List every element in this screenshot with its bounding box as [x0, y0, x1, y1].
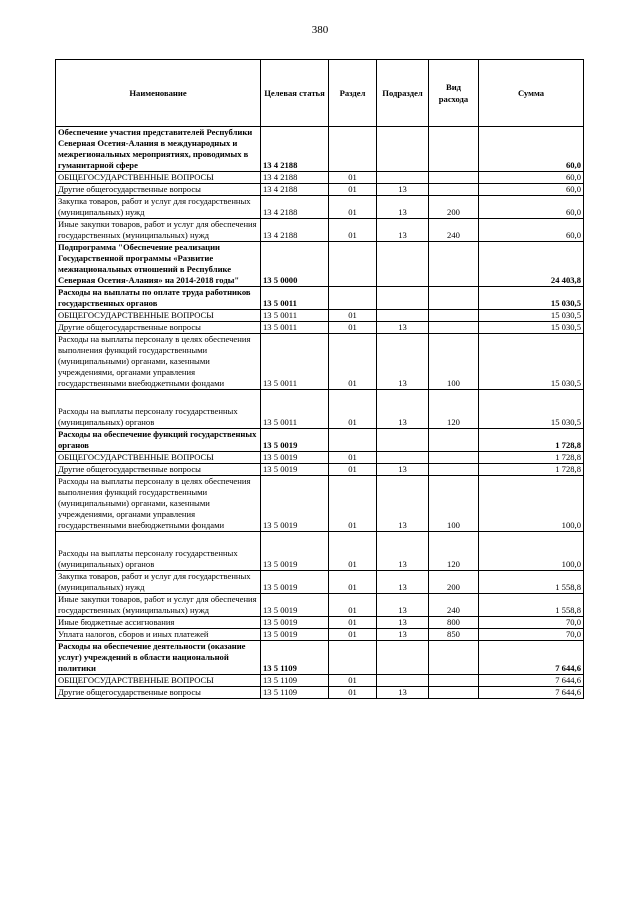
cell-target: 13 5 0011: [261, 287, 329, 310]
table-row: [56, 629, 584, 641]
cell-name: Другие общегосударственные вопросы: [56, 322, 261, 334]
cell-target: 13 5 0011: [261, 334, 329, 390]
table-row: [56, 641, 584, 675]
cell-sum: 1 728,8: [479, 429, 584, 452]
cell-subsection: [377, 452, 429, 464]
cell-subsection: [377, 287, 429, 310]
cell-expense-type: [429, 452, 479, 464]
cell-target: 13 5 0011: [261, 390, 329, 429]
cell-expense-type: [429, 675, 479, 687]
cell-target: 13 5 0019: [261, 594, 329, 617]
cell-section: 01: [329, 594, 377, 617]
cell-target: 13 4 2188: [261, 196, 329, 219]
cell-name: Обеспечение участия представителей Республики Северная Осетия-Алания в международных и межрегиональных мероприятиях, проводимых в гуманитарной сфере: [56, 127, 261, 172]
cell-expense-type: 850: [429, 629, 479, 641]
cell-name: Подпрограмма "Обеспечение реализации Государственной программы «Развитие межнациональных отношений в Республике Северная Осетия-Алания» на 2014-2018 годы": [56, 242, 261, 287]
cell-section: [329, 641, 377, 675]
cell-sum: 60,0: [479, 184, 584, 196]
header-subsection: Подраздел: [377, 60, 429, 127]
cell-expense-type: 120: [429, 390, 479, 429]
cell-subsection: 13: [377, 184, 429, 196]
cell-subsection: 13: [377, 219, 429, 242]
header-expense-type: Вид расхода: [429, 60, 479, 127]
cell-section: 01: [329, 687, 377, 699]
cell-sum: 15 030,5: [479, 334, 584, 390]
cell-name: Расходы на выплаты персоналу государственных (муниципальных) органов: [56, 390, 261, 429]
cell-expense-type: 200: [429, 196, 479, 219]
table-body: [56, 127, 584, 699]
cell-sum: 100,0: [479, 476, 584, 532]
cell-section: 01: [329, 617, 377, 629]
cell-name: Расходы на выплаты персоналу в целях обеспечения выполнения функций государственными (муниципальными) органами, казенными учреждениями, органами управления государственными внебюджетными фондами: [56, 334, 261, 390]
table-row: [56, 390, 584, 429]
cell-expense-type: 240: [429, 219, 479, 242]
cell-name: Закупка товаров, работ и услуг для государственных (муниципальных) нужд: [56, 196, 261, 219]
cell-target: 13 5 0019: [261, 452, 329, 464]
cell-section: 01: [329, 219, 377, 242]
cell-sum: 15 030,5: [479, 322, 584, 334]
cell-subsection: [377, 127, 429, 172]
cell-target: 13 5 0019: [261, 629, 329, 641]
cell-subsection: [377, 242, 429, 287]
table-row: [56, 687, 584, 699]
cell-subsection: 13: [377, 629, 429, 641]
cell-name: Расходы на обеспечение деятельности (оказание услуг) учреждений в области национальной политики: [56, 641, 261, 675]
cell-target: 13 4 2188: [261, 172, 329, 184]
cell-name: Иные закупки товаров, работ и услуг для обеспечения государственных (муниципальных) нужд: [56, 594, 261, 617]
table-row: [56, 334, 584, 390]
cell-name: Другие общегосударственные вопросы: [56, 184, 261, 196]
cell-expense-type: [429, 242, 479, 287]
cell-name: ОБЩЕГОСУДАРСТВЕННЫЕ ВОПРОСЫ: [56, 172, 261, 184]
cell-section: 01: [329, 322, 377, 334]
table-row: [56, 127, 584, 172]
cell-sum: 1 558,8: [479, 594, 584, 617]
cell-sum: 60,0: [479, 196, 584, 219]
cell-name: ОБЩЕГОСУДАРСТВЕННЫЕ ВОПРОСЫ: [56, 310, 261, 322]
table-row: [56, 310, 584, 322]
cell-target: 13 4 2188: [261, 219, 329, 242]
cell-sum: 100,0: [479, 532, 584, 571]
cell-expense-type: 240: [429, 594, 479, 617]
cell-sum: 60,0: [479, 172, 584, 184]
cell-section: 01: [329, 464, 377, 476]
cell-target: 13 5 1109: [261, 687, 329, 699]
cell-sum: 7 644,6: [479, 675, 584, 687]
cell-name: Иные бюджетные ассигнования: [56, 617, 261, 629]
table-row: [56, 452, 584, 464]
cell-sum: 60,0: [479, 127, 584, 172]
cell-sum: 7 644,6: [479, 687, 584, 699]
cell-section: 01: [329, 196, 377, 219]
cell-subsection: 13: [377, 464, 429, 476]
cell-section: 01: [329, 532, 377, 571]
cell-subsection: 13: [377, 571, 429, 594]
cell-section: 01: [329, 184, 377, 196]
cell-subsection: [377, 310, 429, 322]
cell-sum: 1 728,8: [479, 452, 584, 464]
table-row: [56, 594, 584, 617]
cell-expense-type: [429, 184, 479, 196]
cell-name: Расходы на обеспечение функций государственных органов: [56, 429, 261, 452]
cell-name: ОБЩЕГОСУДАРСТВЕННЫЕ ВОПРОСЫ: [56, 675, 261, 687]
cell-expense-type: [429, 310, 479, 322]
cell-subsection: [377, 429, 429, 452]
cell-target: 13 5 1109: [261, 675, 329, 687]
header-section: Раздел: [329, 60, 377, 127]
cell-target: 13 5 0011: [261, 310, 329, 322]
cell-expense-type: [429, 687, 479, 699]
cell-name: Другие общегосударственные вопросы: [56, 687, 261, 699]
cell-expense-type: 100: [429, 334, 479, 390]
cell-target: 13 5 0000: [261, 242, 329, 287]
cell-sum: 24 403,8: [479, 242, 584, 287]
cell-subsection: 13: [377, 196, 429, 219]
cell-name: Уплата налогов, сборов и иных платежей: [56, 629, 261, 641]
table-row: [56, 184, 584, 196]
cell-sum: 70,0: [479, 617, 584, 629]
table-row: [56, 322, 584, 334]
cell-expense-type: [429, 322, 479, 334]
cell-target: 13 5 0019: [261, 617, 329, 629]
table-row: [56, 429, 584, 452]
cell-name: Иные закупки товаров, работ и услуг для обеспечения государственных (муниципальных) нужд: [56, 219, 261, 242]
cell-sum: 1 558,8: [479, 571, 584, 594]
cell-name: Закупка товаров, работ и услуг для государственных (муниципальных) нужд: [56, 571, 261, 594]
header-target: Целевая статья: [261, 60, 329, 127]
cell-expense-type: [429, 287, 479, 310]
cell-subsection: 13: [377, 617, 429, 629]
cell-section: [329, 287, 377, 310]
cell-section: 01: [329, 390, 377, 429]
header-sum: Сумма: [479, 60, 584, 127]
cell-section: 01: [329, 571, 377, 594]
cell-sum: 1 728,8: [479, 464, 584, 476]
cell-subsection: [377, 172, 429, 184]
table-header: [56, 60, 584, 127]
cell-subsection: [377, 675, 429, 687]
cell-section: [329, 429, 377, 452]
cell-target: 13 5 1109: [261, 641, 329, 675]
cell-subsection: 13: [377, 687, 429, 699]
cell-target: 13 5 0019: [261, 429, 329, 452]
cell-sum: 60,0: [479, 219, 584, 242]
cell-section: [329, 127, 377, 172]
table-row: [56, 571, 584, 594]
table-row: [56, 287, 584, 310]
cell-target: 13 5 0019: [261, 476, 329, 532]
cell-expense-type: 800: [429, 617, 479, 629]
cell-expense-type: [429, 464, 479, 476]
cell-subsection: 13: [377, 334, 429, 390]
table-row: [56, 219, 584, 242]
cell-target: 13 5 0011: [261, 322, 329, 334]
table-row: [56, 196, 584, 219]
cell-expense-type: [429, 172, 479, 184]
cell-name: ОБЩЕГОСУДАРСТВЕННЫЕ ВОПРОСЫ: [56, 452, 261, 464]
cell-expense-type: 100: [429, 476, 479, 532]
cell-subsection: 13: [377, 476, 429, 532]
cell-sum: 7 644,6: [479, 641, 584, 675]
cell-subsection: 13: [377, 532, 429, 571]
cell-sum: 15 030,5: [479, 390, 584, 429]
cell-section: 01: [329, 675, 377, 687]
cell-expense-type: [429, 429, 479, 452]
cell-subsection: 13: [377, 322, 429, 334]
cell-sum: 70,0: [479, 629, 584, 641]
cell-section: 01: [329, 476, 377, 532]
cell-target: 13 4 2188: [261, 127, 329, 172]
cell-section: 01: [329, 172, 377, 184]
table-row: [56, 172, 584, 184]
cell-target: 13 5 0019: [261, 571, 329, 594]
page-number: 380: [311, 24, 329, 36]
cell-section: 01: [329, 310, 377, 322]
cell-target: 13 4 2188: [261, 184, 329, 196]
cell-expense-type: 200: [429, 571, 479, 594]
cell-expense-type: [429, 641, 479, 675]
cell-expense-type: [429, 127, 479, 172]
table-row: [56, 532, 584, 571]
cell-subsection: [377, 641, 429, 675]
cell-name: Расходы на выплаты персоналу государственных (муниципальных) органов: [56, 532, 261, 571]
cell-section: 01: [329, 334, 377, 390]
cell-sum: 15 030,5: [479, 310, 584, 322]
cell-subsection: 13: [377, 390, 429, 429]
cell-name: Расходы на выплаты персоналу в целях обеспечения выполнения функций государственными (муниципальными) органами, казенными учреждениями, органами управления государственными внебюджетными фондами: [56, 476, 261, 532]
table-row: [56, 476, 584, 532]
table-row: [56, 675, 584, 687]
cell-section: 01: [329, 629, 377, 641]
cell-section: 01: [329, 452, 377, 464]
cell-name: Расходы на выплаты по оплате труда работников государственных органов: [56, 287, 261, 310]
header-name: Наименование: [56, 60, 261, 127]
budget-table: [55, 59, 584, 699]
table-row: [56, 464, 584, 476]
cell-target: 13 5 0019: [261, 464, 329, 476]
cell-expense-type: 120: [429, 532, 479, 571]
cell-target: 13 5 0019: [261, 532, 329, 571]
cell-name: Другие общегосударственные вопросы: [56, 464, 261, 476]
cell-sum: 15 030,5: [479, 287, 584, 310]
table-row: [56, 617, 584, 629]
table-row: [56, 242, 584, 287]
cell-subsection: 13: [377, 594, 429, 617]
cell-section: [329, 242, 377, 287]
